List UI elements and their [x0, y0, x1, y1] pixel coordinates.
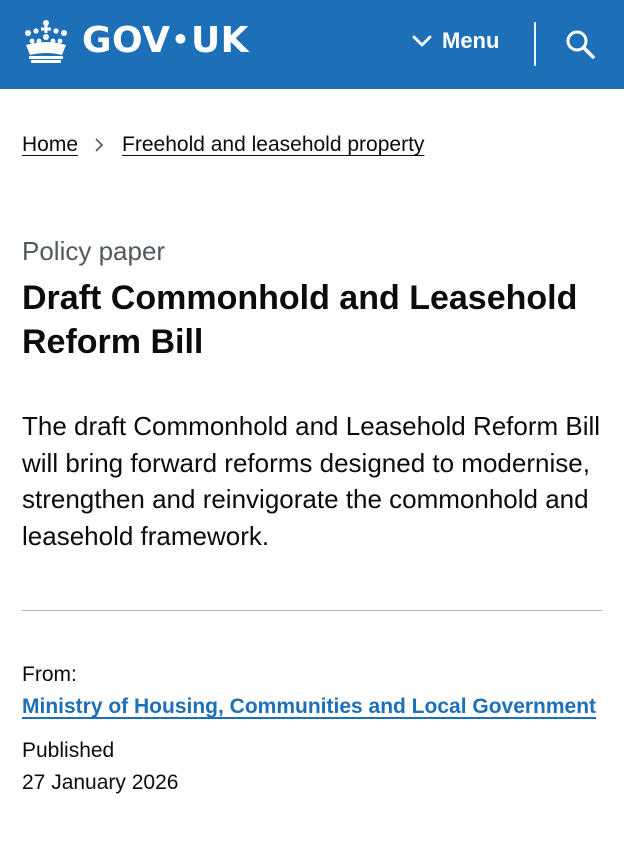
logo-text — [82, 18, 249, 66]
metadata — [22, 659, 602, 799]
document-type-caption: Policy paper — [22, 236, 166, 266]
crown-icon — [22, 19, 70, 65]
breadcrumb-freehold-leasehold[interactable]: Freehold and leasehold property — [122, 133, 425, 156]
search-button[interactable] — [564, 28, 596, 60]
published-date: 27 January 2026 — [22, 771, 179, 794]
breadcrumb-home[interactable]: Home — [22, 133, 79, 156]
site-header — [0, 0, 624, 89]
logo-text-uk: UK — [190, 20, 250, 61]
logo-dot: • — [171, 23, 190, 56]
published-label: Published — [22, 739, 115, 762]
lead-paragraph: The draft Commonhold and Leasehold Reform Bill will bring forward reforms designed to modernise, strengthen and reinvigorate the commonhold and leasehold framework. — [22, 411, 601, 551]
header-divider — [534, 22, 536, 66]
menu-button[interactable] — [412, 28, 499, 54]
search-icon — [564, 28, 596, 60]
from-label: From: — [22, 663, 77, 686]
page-title: Draft Commonhold and Leasehold Reform Bill — [22, 279, 578, 361]
section-divider — [22, 610, 602, 611]
chevron-down-icon — [412, 34, 432, 48]
organisation-link[interactable]: Ministry of Housing, Communities and Local Government — [22, 695, 597, 718]
breadcrumb — [22, 131, 424, 159]
govuk-logo-link[interactable] — [22, 18, 249, 66]
logo-text-gov: GOV — [82, 20, 171, 61]
chevron-right-icon — [92, 138, 106, 152]
menu-label: Menu — [442, 28, 500, 53]
